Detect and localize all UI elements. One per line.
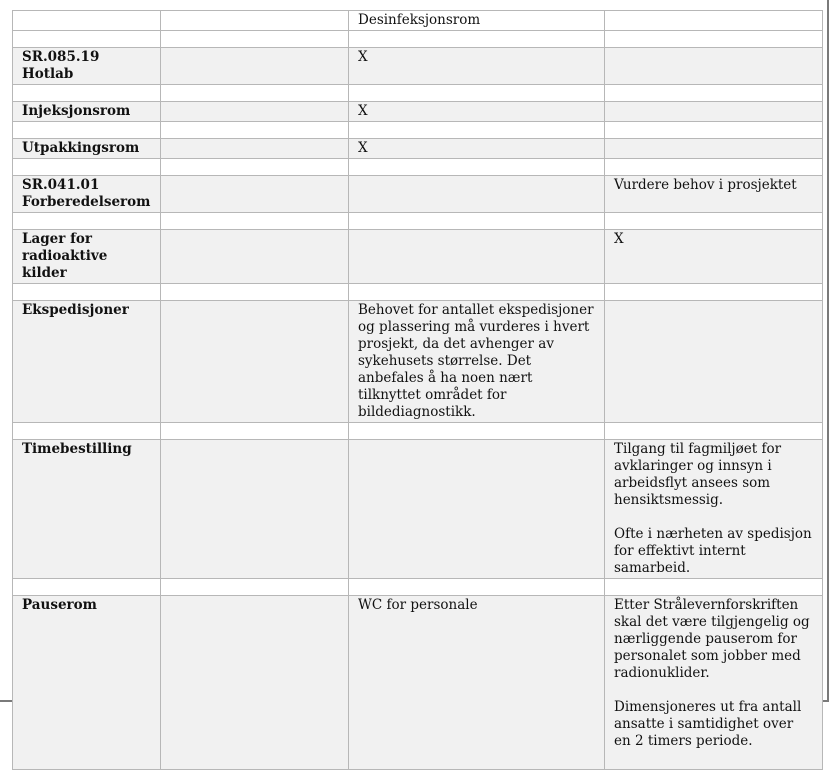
row-label: Injeksjonsrom	[13, 102, 161, 122]
row-cell-empty	[161, 301, 349, 423]
spacer-row	[13, 85, 823, 102]
row-label: SR.085.19 Hotlab	[13, 48, 161, 85]
row-cell-empty	[161, 102, 349, 122]
header-row	[13, 11, 823, 31]
row-cell-col3: X	[349, 102, 605, 122]
spacer-row	[13, 122, 823, 139]
row-cell-col4	[605, 301, 823, 423]
row-cell-col4	[605, 102, 823, 122]
spacer-row	[13, 159, 823, 176]
room-requirements-table	[12, 10, 823, 770]
row-cell-empty	[161, 596, 349, 770]
row-label	[13, 176, 161, 213]
table-row	[13, 596, 823, 770]
header-cell-4	[605, 11, 823, 31]
row-cell-col4	[605, 48, 823, 85]
row-cell-empty	[161, 48, 349, 85]
spacer-row	[13, 284, 823, 301]
row-cell-col3	[349, 230, 605, 284]
spacer-row	[13, 423, 823, 440]
table-row	[13, 301, 823, 423]
row-cell-col3: WC for personale	[349, 596, 605, 770]
row-label: Ekspedisjoner	[13, 301, 161, 423]
row-cell-empty	[161, 139, 349, 159]
header-cell-1	[13, 11, 161, 31]
header-cell-3: Desinfeksjonsrom	[349, 11, 605, 31]
row-label-line: Forberedelserom	[22, 194, 151, 210]
row-label: Pauserom	[13, 596, 161, 770]
table-row	[13, 230, 823, 284]
row-label: Utpakkingsrom	[13, 139, 161, 159]
row-label-line: Lager for	[22, 231, 93, 247]
row-cell-empty	[161, 230, 349, 284]
row-cell-col3	[349, 440, 605, 579]
cell-paragraph: Dimensjoneres ut fra antall ansatte i samtidighet over en 2 timers periode.	[614, 699, 802, 749]
table-row	[13, 176, 823, 213]
row-cell-col4: Vurdere behov i prosjektet	[605, 176, 823, 213]
cell-paragraph: Tilgang til fagmiljøet for avklaringer og innsyn i arbeidsflyt ansees som hensiktsmessig.	[614, 441, 782, 508]
table-row	[13, 48, 823, 85]
table-row	[13, 102, 823, 122]
table-row	[13, 139, 823, 159]
row-cell-col3: Behovet for antallet ekspedisjoner og plassering må vurderes i hvert prosjekt, da det avhenger av sykehusets størrelse. Det anbefales å ha noen nært tilknyttet området for bildediagnostikk.	[349, 301, 605, 423]
row-cell-col4: X	[605, 230, 823, 284]
row-label	[13, 230, 161, 284]
spacer-row	[13, 31, 823, 48]
row-label: Timebestilling	[13, 440, 161, 579]
row-cell-empty	[161, 176, 349, 213]
row-cell-col3: X	[349, 48, 605, 85]
row-label-line: radioaktive kilder	[22, 248, 108, 281]
row-label-line: SR.041.01	[22, 177, 100, 193]
header-cell-2	[161, 11, 349, 31]
spacer-row	[13, 579, 823, 596]
cell-paragraph: Etter Strålevernforskriften skal det være tilgjengelig og nærliggende pauserom for personalet som jobber med radionuklider.	[614, 597, 810, 681]
row-cell-col4	[605, 596, 823, 770]
row-cell-col3: X	[349, 139, 605, 159]
row-cell-col4	[605, 139, 823, 159]
row-cell-col3	[349, 176, 605, 213]
cell-paragraph: Ofte i nærheten av spedisjon for effektivt internt samarbeid.	[614, 526, 812, 576]
spacer-row	[13, 213, 823, 230]
row-cell-empty	[161, 440, 349, 579]
row-cell-col4	[605, 440, 823, 579]
table-row	[13, 440, 823, 579]
